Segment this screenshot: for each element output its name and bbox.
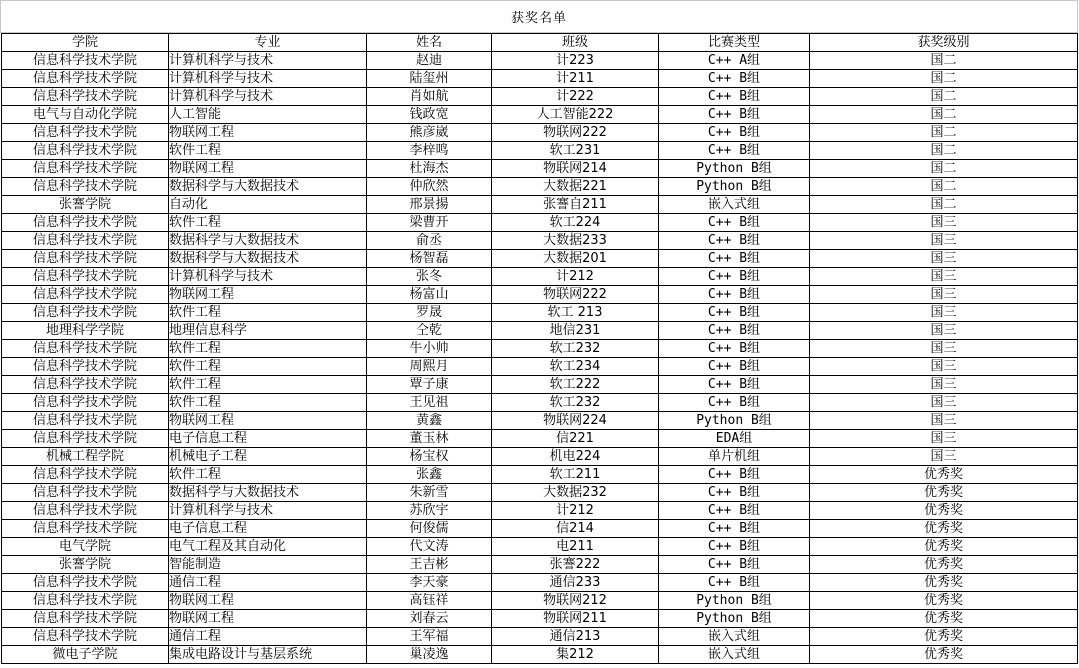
award-level-cell[interactable]: 国二 (810, 142, 1078, 160)
award-level-cell[interactable]: 优秀奖 (810, 610, 1078, 628)
contest-type-cell[interactable]: EDA组 (659, 430, 810, 448)
major-cell[interactable]: 数据科学与大数据技术 (169, 250, 367, 268)
name-cell[interactable]: 苏欣宇 (367, 502, 492, 520)
name-cell[interactable]: 张鑫 (367, 466, 492, 484)
table-row (2, 358, 1078, 376)
award-level-cell[interactable]: 优秀奖 (810, 646, 1078, 664)
name-cell[interactable]: 罗晟 (367, 304, 492, 322)
award-level-cell[interactable]: 国三 (810, 448, 1078, 466)
class-cell[interactable]: 张謇222 (492, 556, 659, 574)
contest-type-cell[interactable]: C++ B组 (659, 250, 810, 268)
award-level-cell[interactable]: 国二 (810, 70, 1078, 88)
college-cell[interactable]: 信息科学技术学院 (2, 250, 169, 268)
major-cell[interactable]: 计算机科学与技术 (169, 268, 367, 286)
major-cell[interactable]: 集成电路设计与基层系统 (169, 646, 367, 664)
name-cell[interactable]: 杜海杰 (367, 160, 492, 178)
name-cell[interactable]: 仝乾 (367, 322, 492, 340)
name-cell[interactable]: 杨宝权 (367, 448, 492, 466)
name-cell[interactable]: 张冬 (367, 268, 492, 286)
contest-type-cell[interactable]: C++ B组 (659, 520, 810, 538)
major-cell[interactable]: 软件工程 (169, 304, 367, 322)
table-row (2, 340, 1078, 358)
table-row (2, 70, 1078, 88)
contest-type-cell[interactable]: 嵌入式组 (659, 628, 810, 646)
class-cell[interactable]: 软工211 (492, 466, 659, 484)
table-row (2, 268, 1078, 286)
college-cell[interactable]: 信息科学技术学院 (2, 232, 169, 250)
major-cell[interactable]: 软件工程 (169, 394, 367, 412)
name-cell[interactable]: 王见祖 (367, 394, 492, 412)
class-cell[interactable]: 计222 (492, 88, 659, 106)
contest-type-cell[interactable]: C++ A组 (659, 52, 810, 70)
college-cell[interactable]: 信息科学技术学院 (2, 610, 169, 628)
major-cell[interactable]: 物联网工程 (169, 286, 367, 304)
major-cell[interactable]: 软件工程 (169, 358, 367, 376)
class-cell[interactable]: 软工232 (492, 340, 659, 358)
name-cell[interactable]: 黄鑫 (367, 412, 492, 430)
table-row (2, 628, 1078, 646)
name-cell[interactable]: 赵迪 (367, 52, 492, 70)
class-cell[interactable]: 大数据221 (492, 178, 659, 196)
name-cell[interactable]: 高钰祥 (367, 592, 492, 610)
college-cell[interactable]: 信息科学技术学院 (2, 520, 169, 538)
contest-type-cell[interactable]: Python B组 (659, 592, 810, 610)
college-cell[interactable]: 信息科学技术学院 (2, 178, 169, 196)
awards-table (1, 33, 1078, 664)
major-cell[interactable]: 人工智能 (169, 106, 367, 124)
college-cell[interactable]: 电气与自动化学院 (2, 106, 169, 124)
award-level-cell[interactable]: 国二 (810, 106, 1078, 124)
contest-type-cell[interactable]: 嵌入式组 (659, 196, 810, 214)
award-level-cell[interactable]: 国三 (810, 322, 1078, 340)
class-cell[interactable]: 物联网214 (492, 160, 659, 178)
table-row (2, 178, 1078, 196)
table-row (2, 106, 1078, 124)
major-cell[interactable]: 软件工程 (169, 466, 367, 484)
table-body (2, 52, 1078, 664)
class-cell[interactable]: 物联网212 (492, 592, 659, 610)
table-row (2, 520, 1078, 538)
name-cell[interactable]: 何俊儒 (367, 520, 492, 538)
award-level-cell[interactable]: 国二 (810, 52, 1078, 70)
major-cell[interactable]: 数据科学与大数据技术 (169, 178, 367, 196)
name-cell[interactable]: 朱新雪 (367, 484, 492, 502)
header-name[interactable]: 姓名 (367, 34, 492, 52)
name-cell[interactable]: 俞丞 (367, 232, 492, 250)
table-row (2, 214, 1078, 232)
name-cell[interactable]: 王军福 (367, 628, 492, 646)
class-cell[interactable]: 计212 (492, 268, 659, 286)
name-cell[interactable]: 李梓鸣 (367, 142, 492, 160)
major-cell[interactable]: 物联网工程 (169, 412, 367, 430)
award-level-cell[interactable]: 优秀奖 (810, 484, 1078, 502)
major-cell[interactable]: 智能制造 (169, 556, 367, 574)
name-cell[interactable]: 钱政宽 (367, 106, 492, 124)
header-major[interactable]: 专业 (169, 34, 367, 52)
name-cell[interactable]: 牛小帅 (367, 340, 492, 358)
contest-type-cell[interactable]: C++ B组 (659, 286, 810, 304)
college-cell[interactable]: 张謇学院 (2, 556, 169, 574)
award-level-cell[interactable]: 优秀奖 (810, 628, 1078, 646)
college-cell[interactable]: 地理科学学院 (2, 322, 169, 340)
name-cell[interactable]: 王吉彬 (367, 556, 492, 574)
contest-type-cell[interactable]: C++ B组 (659, 304, 810, 322)
table-row (2, 250, 1078, 268)
table-row (2, 124, 1078, 142)
college-cell[interactable]: 信息科学技术学院 (2, 286, 169, 304)
table-row (2, 502, 1078, 520)
table-row (2, 88, 1078, 106)
table-row (2, 304, 1078, 322)
class-cell[interactable]: 计223 (492, 52, 659, 70)
table-row (2, 52, 1078, 70)
class-cell[interactable]: 大数据201 (492, 250, 659, 268)
class-cell[interactable]: 计212 (492, 502, 659, 520)
major-cell[interactable]: 软件工程 (169, 376, 367, 394)
table-row (2, 412, 1078, 430)
major-cell[interactable]: 自动化 (169, 196, 367, 214)
major-cell[interactable]: 计算机科学与技术 (169, 88, 367, 106)
class-cell[interactable]: 人工智能222 (492, 106, 659, 124)
class-cell[interactable]: 张謇自211 (492, 196, 659, 214)
major-cell[interactable]: 电子信息工程 (169, 430, 367, 448)
college-cell[interactable]: 信息科学技术学院 (2, 502, 169, 520)
class-cell[interactable]: 大数据233 (492, 232, 659, 250)
class-cell[interactable]: 电211 (492, 538, 659, 556)
college-cell[interactable]: 信息科学技术学院 (2, 142, 169, 160)
college-cell[interactable]: 信息科学技术学院 (2, 52, 169, 70)
award-level-cell[interactable]: 优秀奖 (810, 574, 1078, 592)
class-cell[interactable]: 软工232 (492, 394, 659, 412)
college-cell[interactable]: 微电子学院 (2, 646, 169, 664)
award-level-cell[interactable]: 国二 (810, 88, 1078, 106)
college-cell[interactable]: 信息科学技术学院 (2, 574, 169, 592)
major-cell[interactable]: 软件工程 (169, 340, 367, 358)
table-row (2, 232, 1078, 250)
table-row (2, 610, 1078, 628)
major-cell[interactable]: 通信工程 (169, 574, 367, 592)
award-level-cell[interactable]: 国三 (810, 412, 1078, 430)
contest-type-cell[interactable]: C++ B组 (659, 574, 810, 592)
major-cell[interactable]: 软件工程 (169, 214, 367, 232)
name-cell[interactable]: 刘春云 (367, 610, 492, 628)
class-cell[interactable]: 大数据232 (492, 484, 659, 502)
class-cell[interactable]: 通信233 (492, 574, 659, 592)
major-cell[interactable]: 计算机科学与技术 (169, 502, 367, 520)
college-cell[interactable]: 信息科学技术学院 (2, 340, 169, 358)
award-level-cell[interactable]: 优秀奖 (810, 466, 1078, 484)
award-level-cell[interactable]: 国三 (810, 268, 1078, 286)
award-level-cell[interactable]: 国三 (810, 214, 1078, 232)
name-cell[interactable]: 杨富山 (367, 286, 492, 304)
table-row (2, 556, 1078, 574)
contest-type-cell[interactable]: C++ B组 (659, 124, 810, 142)
class-cell[interactable]: 物联网224 (492, 412, 659, 430)
award-level-cell[interactable]: 国三 (810, 286, 1078, 304)
major-cell[interactable]: 计算机科学与技术 (169, 52, 367, 70)
college-cell[interactable]: 信息科学技术学院 (2, 466, 169, 484)
name-cell[interactable]: 巢凌逸 (367, 646, 492, 664)
college-cell[interactable]: 信息科学技术学院 (2, 412, 169, 430)
contest-type-cell[interactable]: 单片机组 (659, 448, 810, 466)
class-cell[interactable]: 机电224 (492, 448, 659, 466)
college-cell[interactable]: 信息科学技术学院 (2, 214, 169, 232)
college-cell[interactable]: 信息科学技术学院 (2, 628, 169, 646)
major-cell[interactable]: 物联网工程 (169, 160, 367, 178)
college-cell[interactable]: 信息科学技术学院 (2, 394, 169, 412)
contest-type-cell[interactable]: C++ B组 (659, 232, 810, 250)
major-cell[interactable]: 数据科学与大数据技术 (169, 484, 367, 502)
contest-type-cell[interactable]: C++ B组 (659, 502, 810, 520)
college-cell[interactable]: 信息科学技术学院 (2, 376, 169, 394)
major-cell[interactable]: 物联网工程 (169, 124, 367, 142)
award-level-cell[interactable]: 国三 (810, 358, 1078, 376)
major-cell[interactable]: 物联网工程 (169, 610, 367, 628)
award-level-cell[interactable]: 国二 (810, 160, 1078, 178)
award-level-cell[interactable]: 优秀奖 (810, 520, 1078, 538)
sheet-title: 获奖名单 (0, 0, 1078, 33)
contest-type-cell[interactable]: 嵌入式组 (659, 646, 810, 664)
name-cell[interactable]: 周熙月 (367, 358, 492, 376)
class-cell[interactable]: 计211 (492, 70, 659, 88)
table-row (2, 196, 1078, 214)
contest-type-cell[interactable]: C++ B组 (659, 214, 810, 232)
college-cell[interactable]: 信息科学技术学院 (2, 592, 169, 610)
award-level-cell[interactable]: 优秀奖 (810, 592, 1078, 610)
table-row (2, 574, 1078, 592)
college-cell[interactable]: 信息科学技术学院 (2, 70, 169, 88)
table-row (2, 376, 1078, 394)
award-level-cell[interactable]: 国三 (810, 430, 1078, 448)
name-cell[interactable]: 覃子康 (367, 376, 492, 394)
class-cell[interactable]: 信214 (492, 520, 659, 538)
contest-type-cell[interactable]: Python B组 (659, 160, 810, 178)
major-cell[interactable]: 机械电子工程 (169, 448, 367, 466)
table-row (2, 592, 1078, 610)
class-cell[interactable]: 集212 (492, 646, 659, 664)
major-cell[interactable]: 物联网工程 (169, 592, 367, 610)
name-cell[interactable]: 陆玺州 (367, 70, 492, 88)
college-cell[interactable]: 机械工程学院 (2, 448, 169, 466)
contest-type-cell[interactable]: C++ B组 (659, 358, 810, 376)
name-cell[interactable]: 杨智磊 (367, 250, 492, 268)
contest-type-cell[interactable]: Python B组 (659, 178, 810, 196)
header-row (2, 34, 1078, 52)
contest-type-cell[interactable]: C++ B组 (659, 106, 810, 124)
contest-type-cell[interactable]: Python B组 (659, 610, 810, 628)
award-level-cell[interactable]: 优秀奖 (810, 556, 1078, 574)
contest-type-cell[interactable]: C++ B组 (659, 322, 810, 340)
major-cell[interactable]: 电气工程及其自动化 (169, 538, 367, 556)
name-cell[interactable]: 董玉林 (367, 430, 492, 448)
class-cell[interactable]: 物联网222 (492, 124, 659, 142)
class-cell[interactable]: 软工 213 (492, 304, 659, 322)
table-row (2, 646, 1078, 664)
class-cell[interactable]: 物联网222 (492, 286, 659, 304)
table-row (2, 394, 1078, 412)
award-level-cell[interactable]: 国三 (810, 232, 1078, 250)
header-contest-type[interactable]: 比赛类型 (659, 34, 810, 52)
table-row (2, 448, 1078, 466)
table-row (2, 160, 1078, 178)
class-cell[interactable]: 软工224 (492, 214, 659, 232)
contest-type-cell[interactable]: C++ B组 (659, 268, 810, 286)
award-level-cell[interactable]: 优秀奖 (810, 538, 1078, 556)
class-cell[interactable]: 软工234 (492, 358, 659, 376)
table-row (2, 322, 1078, 340)
college-cell[interactable]: 信息科学技术学院 (2, 304, 169, 322)
contest-type-cell[interactable]: C++ B组 (659, 142, 810, 160)
college-cell[interactable]: 信息科学技术学院 (2, 268, 169, 286)
award-level-cell[interactable]: 国三 (810, 304, 1078, 322)
table-row (2, 484, 1078, 502)
award-level-cell[interactable]: 国三 (810, 250, 1078, 268)
award-level-cell[interactable]: 国二 (810, 196, 1078, 214)
award-level-cell[interactable]: 国二 (810, 178, 1078, 196)
table-row (2, 142, 1078, 160)
award-level-cell[interactable]: 优秀奖 (810, 502, 1078, 520)
contest-type-cell[interactable]: C++ B组 (659, 538, 810, 556)
table-row (2, 538, 1078, 556)
contest-type-cell[interactable]: C++ B组 (659, 340, 810, 358)
class-cell[interactable]: 通信213 (492, 628, 659, 646)
college-cell[interactable]: 张謇学院 (2, 196, 169, 214)
award-level-cell[interactable]: 国三 (810, 376, 1078, 394)
table-row (2, 286, 1078, 304)
major-cell[interactable]: 计算机科学与技术 (169, 70, 367, 88)
table-row (2, 466, 1078, 484)
header-college[interactable]: 学院 (2, 34, 169, 52)
table-row (2, 430, 1078, 448)
award-level-cell[interactable]: 国三 (810, 394, 1078, 412)
name-cell[interactable]: 仲欣然 (367, 178, 492, 196)
class-cell[interactable]: 软工222 (492, 376, 659, 394)
name-cell[interactable]: 李天豪 (367, 574, 492, 592)
award-level-cell[interactable]: 国二 (810, 124, 1078, 142)
contest-type-cell[interactable]: C++ B组 (659, 466, 810, 484)
college-cell[interactable]: 信息科学技术学院 (2, 358, 169, 376)
name-cell[interactable]: 邢景揚 (367, 196, 492, 214)
major-cell[interactable]: 数据科学与大数据技术 (169, 232, 367, 250)
college-cell[interactable]: 信息科学技术学院 (2, 124, 169, 142)
name-cell[interactable]: 肖如航 (367, 88, 492, 106)
contest-type-cell[interactable]: Python B组 (659, 412, 810, 430)
college-cell[interactable]: 信息科学技术学院 (2, 484, 169, 502)
name-cell[interactable]: 梁曹开 (367, 214, 492, 232)
class-cell[interactable]: 物联网211 (492, 610, 659, 628)
award-level-cell[interactable]: 国三 (810, 340, 1078, 358)
major-cell[interactable]: 电子信息工程 (169, 520, 367, 538)
college-cell[interactable]: 信息科学技术学院 (2, 88, 169, 106)
contest-type-cell[interactable]: C++ B组 (659, 70, 810, 88)
contest-type-cell[interactable]: C++ B组 (659, 394, 810, 412)
college-cell[interactable]: 电气学院 (2, 538, 169, 556)
major-cell[interactable]: 软件工程 (169, 142, 367, 160)
contest-type-cell[interactable]: C++ B组 (659, 88, 810, 106)
contest-type-cell[interactable]: C++ B组 (659, 556, 810, 574)
major-cell[interactable]: 地理信息科学 (169, 322, 367, 340)
name-cell[interactable]: 熊彦崴 (367, 124, 492, 142)
contest-type-cell[interactable]: C++ B组 (659, 376, 810, 394)
header-class[interactable]: 班级 (492, 34, 659, 52)
class-cell[interactable]: 软工231 (492, 142, 659, 160)
class-cell[interactable]: 信221 (492, 430, 659, 448)
major-cell[interactable]: 通信工程 (169, 628, 367, 646)
class-cell[interactable]: 地信231 (492, 322, 659, 340)
college-cell[interactable]: 信息科学技术学院 (2, 430, 169, 448)
header-award-level[interactable]: 获奖级别 (810, 34, 1078, 52)
contest-type-cell[interactable]: C++ B组 (659, 484, 810, 502)
name-cell[interactable]: 代文涛 (367, 538, 492, 556)
college-cell[interactable]: 信息科学技术学院 (2, 160, 169, 178)
